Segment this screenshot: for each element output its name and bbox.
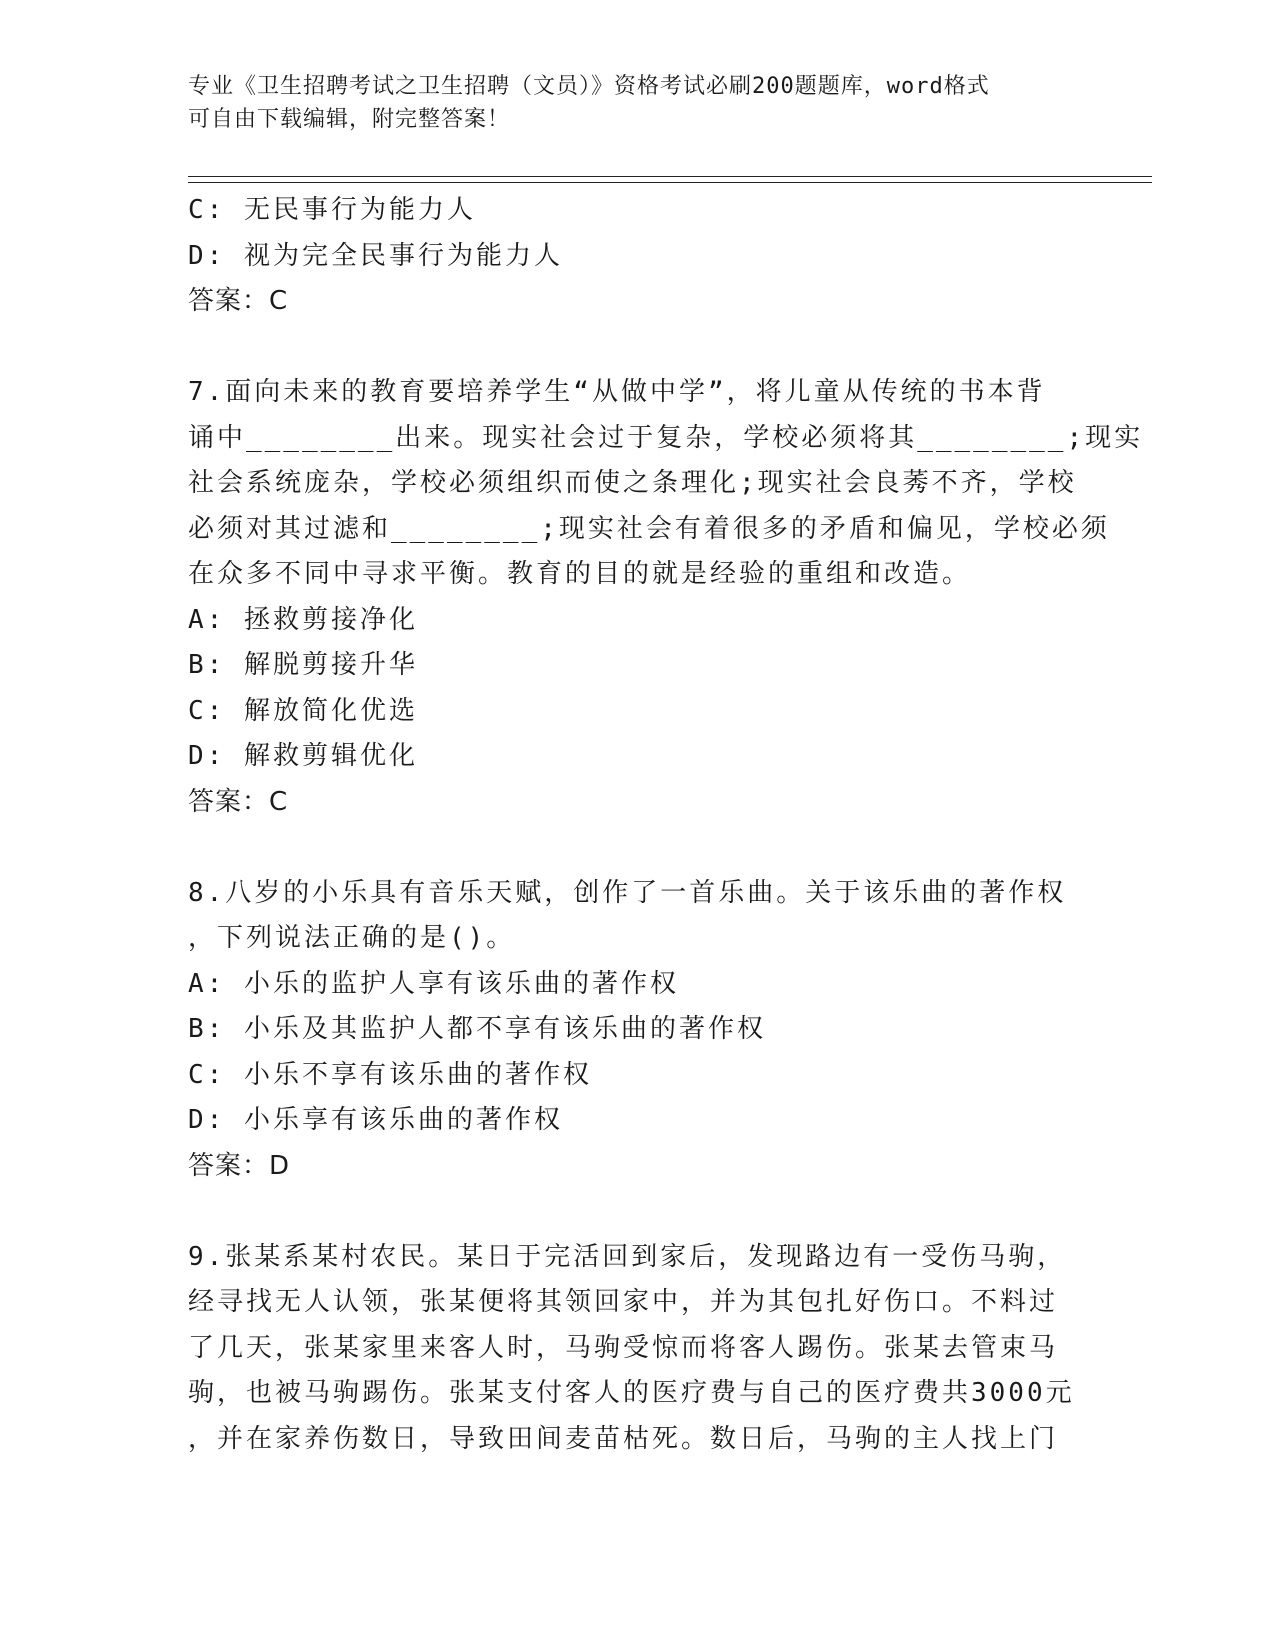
option-b: B: 解脱剪接升华	[188, 650, 418, 680]
question-stem-line: 经寻找无人认领，张某便将其领回家中，并为其包扎好伤口。不料过	[188, 1287, 1059, 1317]
header-divider-top	[188, 176, 1152, 177]
option-b: B: 小乐及其监护人都不享有该乐曲的著作权	[188, 1014, 766, 1044]
option-a: A: 小乐的监护人享有该乐曲的著作权	[188, 968, 679, 999]
question-stem-line: ，下列说法正确的是()。	[188, 923, 516, 953]
question-stem-line: 9.张某系某村农民。某日于完活回到家后，发现路边有一受伤马驹，	[188, 1241, 1067, 1272]
header-divider-bottom	[188, 182, 1152, 183]
answer-label: 答案：C	[188, 786, 289, 817]
spacer	[188, 1189, 1088, 1235]
question-6	[188, 188, 1088, 325]
option-a: A: 拯救剪接净化	[188, 604, 418, 635]
question-7	[188, 370, 1144, 825]
header-title-line-1: 专业《卫生招聘考试之卫生招聘（文员）》资格考试必刷200题题库，word格式	[188, 74, 990, 99]
question-stem-line: 驹，也被马驹踢伤。张某支付客人的医疗费与自己的医疗费共3000元	[188, 1378, 1075, 1408]
question-stem-line: ，并在家养伤数日，导致田间麦苗枯死。数日后，马驹的主人找上门	[188, 1423, 1059, 1454]
document-header	[188, 70, 1068, 136]
answer-label: 答案：C	[188, 286, 289, 316]
option-d: D: 小乐享有该乐曲的著作权	[188, 1105, 563, 1135]
question-stem-line: 8.八岁的小乐具有音乐天赋，创作了一首乐曲。关于该乐曲的著作权	[188, 877, 1067, 908]
question-8	[188, 871, 1088, 1190]
question-9	[188, 1235, 1088, 1463]
option-d: D: 解救剪辑优化	[188, 741, 418, 771]
option-c: C: 小乐不享有该乐曲的著作权	[188, 1059, 592, 1090]
option-d: D: 视为完全民事行为能力人	[188, 240, 563, 271]
question-stem-line: 在众多不同中寻求平衡。教育的目的就是经验的重组和改造。	[188, 559, 972, 589]
spacer	[188, 325, 1088, 371]
question-stem-line: 必须对其过滤和________;现实社会有着很多的矛盾和偏见，学校必须	[188, 513, 1110, 544]
header-title-line-2: 可自由下载编辑，附完整答案！	[188, 107, 511, 132]
question-list	[188, 188, 1144, 1462]
question-stem-line: 了几天，张某家里来客人时，马驹受惊而将客人踢伤。张某去管束马	[188, 1332, 1059, 1363]
question-stem-line: 7.面向未来的教育要培养学生“从做中学”，将儿童从传统的书本背	[188, 377, 1046, 407]
question-stem-line: 社会系统庞杂，学校必须组织而使之条理化;现实社会良莠不齐，学校	[188, 468, 1077, 498]
spacer	[188, 825, 1088, 871]
answer-label: 答案：D	[188, 1150, 291, 1181]
option-c: C: 无民事行为能力人	[188, 195, 476, 225]
option-c: C: 解放简化优选	[188, 695, 418, 726]
question-stem-line: 诵中________出来。现实社会过于复杂，学校必须将其________;现实	[188, 422, 1144, 453]
